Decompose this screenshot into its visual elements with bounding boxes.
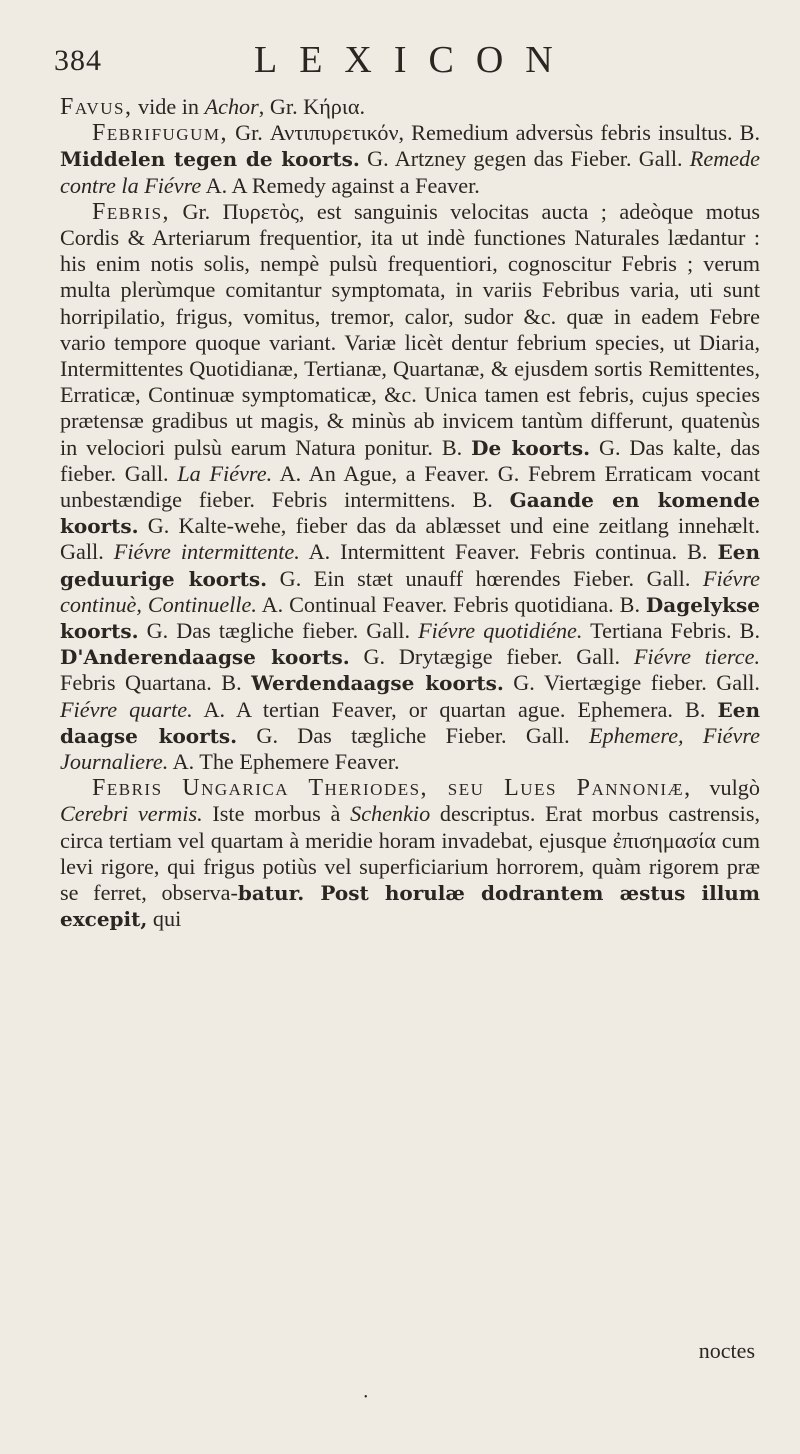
dutch-translation: Middelen tegen de koorts. [60,147,360,172]
dutch-translation: D'Anderendaagse koorts. [60,645,350,670]
french-translation: Fiévre intermittente. [113,539,300,565]
dutch-translation: Een geduurige koorts. [60,540,760,591]
entry-favus [60,94,760,120]
entry-text: G. Viertægige fieber. Gall. [503,670,760,696]
french-translation: Fiévre quarte. [60,696,193,722]
french-translation: Fiévre tierce. [633,644,760,670]
cross-reference: Achor [204,94,259,119]
entry-text: A. Continual Feaver. Febris quotidiana. B. [256,591,646,617]
headword: Febris Ungarica Theriodes, seu Lues Pannoniæ, [92,775,692,802]
entry-text: vulgò [691,775,760,801]
page-number: 384 [54,44,102,77]
running-head: LEXICON [254,39,575,81]
dutch-translation: De koorts. [471,435,591,460]
heavy-print-text: batur. Post horulæ dodrantem æstus illum excepit, [60,881,760,932]
entry-text: G. Kalte-wehe, fieber das da ablæsset und eine zeitlang innehælt. Gall. [60,513,760,565]
french-translation: Fiévre quotidiéne. [418,618,583,644]
entry-text: vide in [132,94,205,119]
entry-text: qui [147,906,182,932]
entry-text: G. Das tægliche fieber. Gall. [138,618,419,644]
entry-text: Febris Quartana. B. [60,670,252,696]
french-translation: Remede contre la Fiévre [60,146,761,198]
entry-text: A. A tertian Feaver, or quartan ague. Ephemera. B. [192,696,718,722]
author-name: Schenkio [350,801,431,827]
headword: Favus, [60,94,133,120]
french-translation: La Fiévre. [177,460,273,486]
headword: Febris, [92,198,171,225]
entry-text: G. Das tægliche Fieber. Gall. [237,722,589,748]
entry-text: A. A Remedy against a Feaver. [201,172,480,198]
headword: Febrifugum, [92,120,228,147]
entry-febris-ungarica [60,775,760,932]
entry-text: G. Artzney gegen das Fieber. Gall. [359,146,690,172]
entry-text: Gr. Αντιπυρετικόν, Remedium adversùs febris insultus. B. [227,120,760,146]
entry-text: G. Das kalte, das fieber. Gall. [60,434,760,486]
entry-text: , Gr. Κήρια. [258,94,366,119]
entry-text: A. The Ephemere Feaver. [168,749,400,775]
catchword: noctes [698,1338,755,1363]
french-translation: Ephemere, Fiévre Journaliere. [60,722,760,775]
footer-mark: • [364,1392,368,1403]
entry-text: G. Ein stæt unauff hœrendes Fieber. Gall. [267,565,703,591]
dutch-translation: Gaande en komende koorts. [60,488,761,539]
entry-text: Tertiana Febris. B. [582,618,760,644]
entry-text: Iste morbus à [202,801,351,827]
entry-text: G. Drytægige fieber. Gall. [349,644,634,670]
entry-febrifugum [60,120,760,199]
entry-text: A. Intermittent Feaver. Febris continua. B. [299,539,718,565]
dutch-translation: Werdendaagse koorts. [251,671,504,696]
entry-text: Gr. Πυρετὸς, est sanguinis velocitas aucta ; adeòque motus Cordis & Arteriarum frequentior, ita ut indè functiones Naturales lædantur : his enim notis solis, nempè pulsù frequentiori, cognoscitur Febris ; verum multa plerùmque comitantur symptomata, in variis Febribus varia, uti sunt horripilatio, frigus, vomitus, tremor, calor, sudor &c. quæ in eadem Febre vario tempore quoque variant. Variæ licèt dentur febrium species, ut Diaria, Intermittentes Quotidianæ, Tertianæ, Quartanæ, & ejusdem sortis Remittentes, Erraticæ, Continuæ symptomaticæ, &c. Unica tamen est febris, cujus species prætensæ gradibus ut magis, & minùs ab invicem tantùm differunt, quatenùs in velociori pulsù earum Natura ponitur. B. [60,198,760,460]
french-translation: Fiévre continuè, Continuelle. [60,565,760,617]
page-header [54,38,754,88]
dutch-translation: Dagelykse koorts. [60,592,760,644]
entry-febris [60,199,760,775]
vernacular-name: Cerebri vermis. [60,801,203,827]
entry-text: descriptus. Erat morbus castrensis, circa tertiam vel quartam à meridie horam invadebat, ejusque ἐπισημασία cum levi rigore, qui frigus potiùs vel superficiarium horrorem, quàm rigorem præ se ferret, observa- [60,801,760,906]
lexicon-body [60,94,760,933]
entry-text: A. An Ague, a Feaver. G. Febrem Erraticam vocant unbestændige fieber. Febris intermittens. B. [60,460,760,513]
dutch-translation: Een daagse koorts. [60,697,761,748]
